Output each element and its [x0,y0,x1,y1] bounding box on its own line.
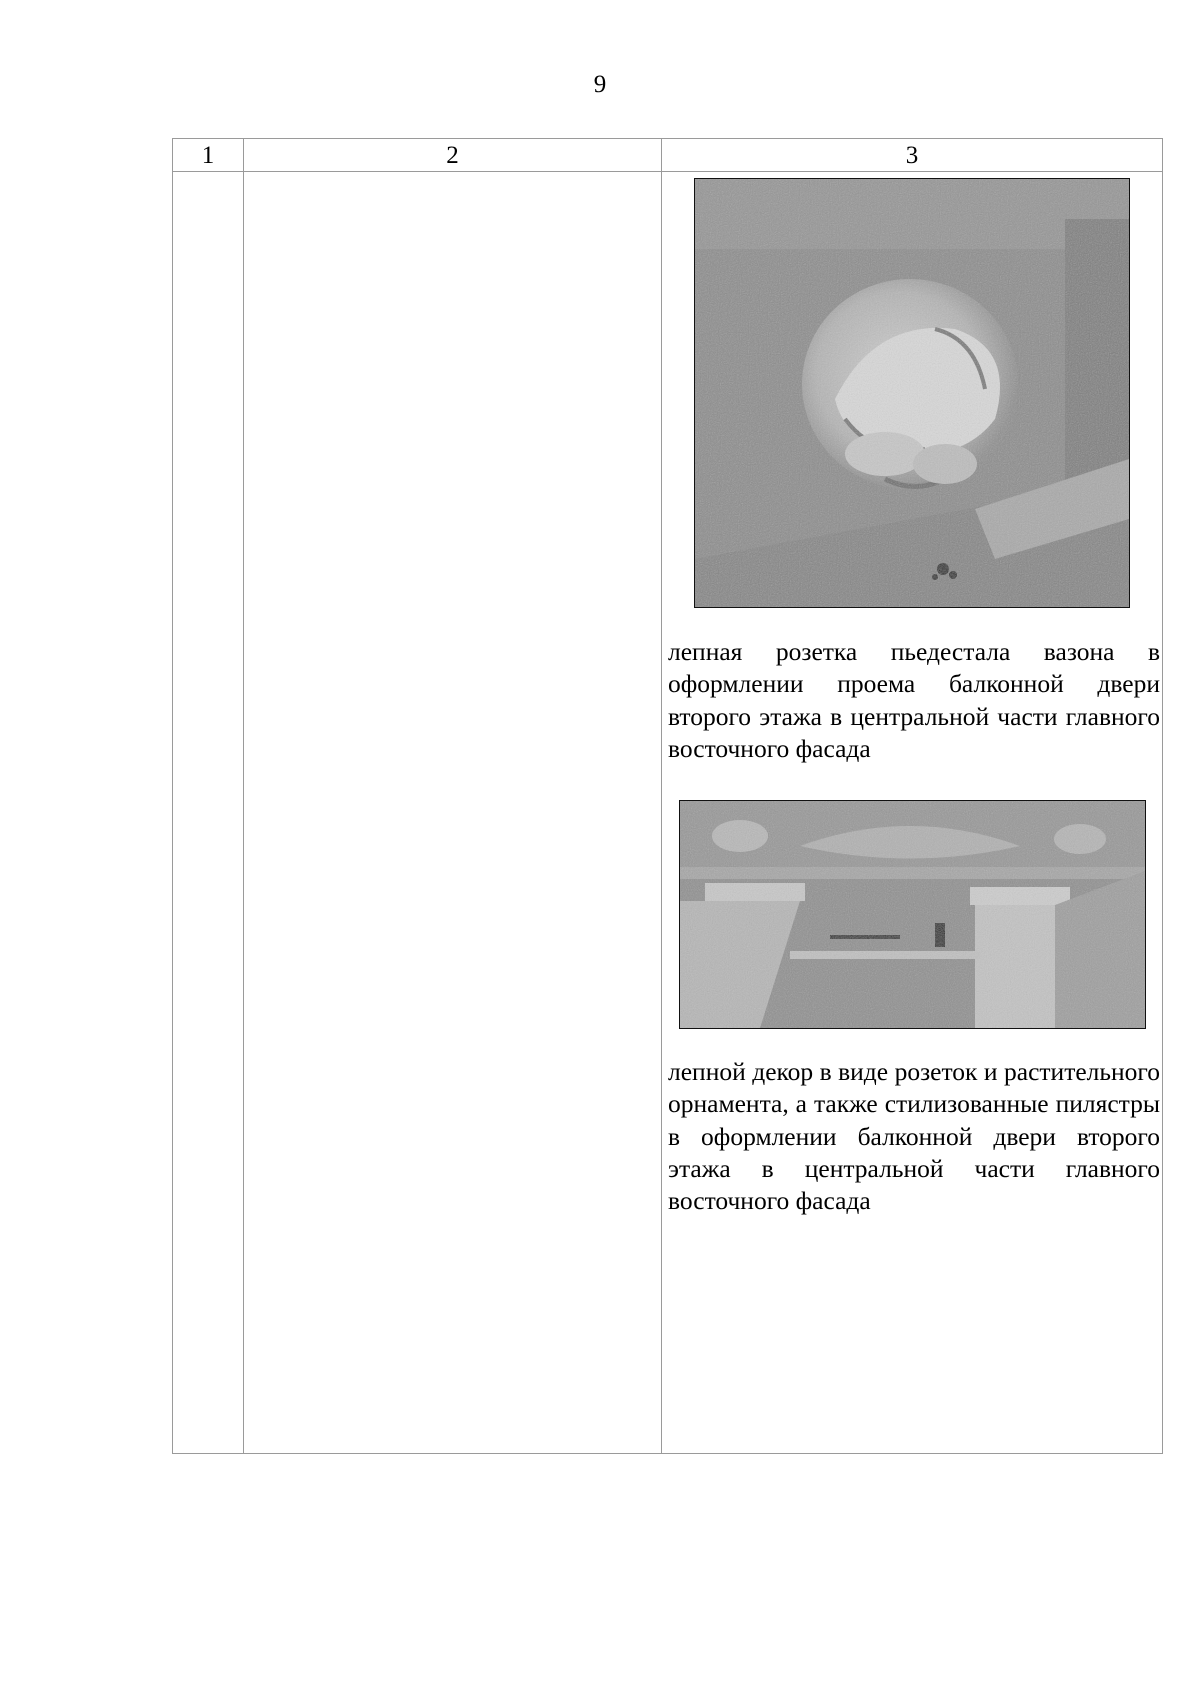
balcony-decor-photo [679,800,1146,1029]
balcony-decor-caption: лепной декор в виде розеток и растительного орнамента, а также стилизованные пилястры в оформлении балконной двери второго этажа в центральной части главного восточного фасада [668,1057,1160,1216]
header-col-1: 1 [173,139,244,172]
document-table [172,138,1163,1454]
rosette-caption: лепная розетка пьедестала вазона в оформлении проема балконной двери второго этажа в центральной части главного восточного фасада [668,637,1160,763]
table-header-row [173,139,1163,172]
table-row [173,172,1163,1454]
cell-col-1 [173,172,244,1454]
header-col-2: 2 [244,139,662,172]
page-number: 9 [593,71,607,98]
cell-col-3 [662,172,1163,1454]
header-col-3: 3 [662,139,1163,172]
cell-col-2 [244,172,662,1454]
rosette-photo [694,178,1130,608]
